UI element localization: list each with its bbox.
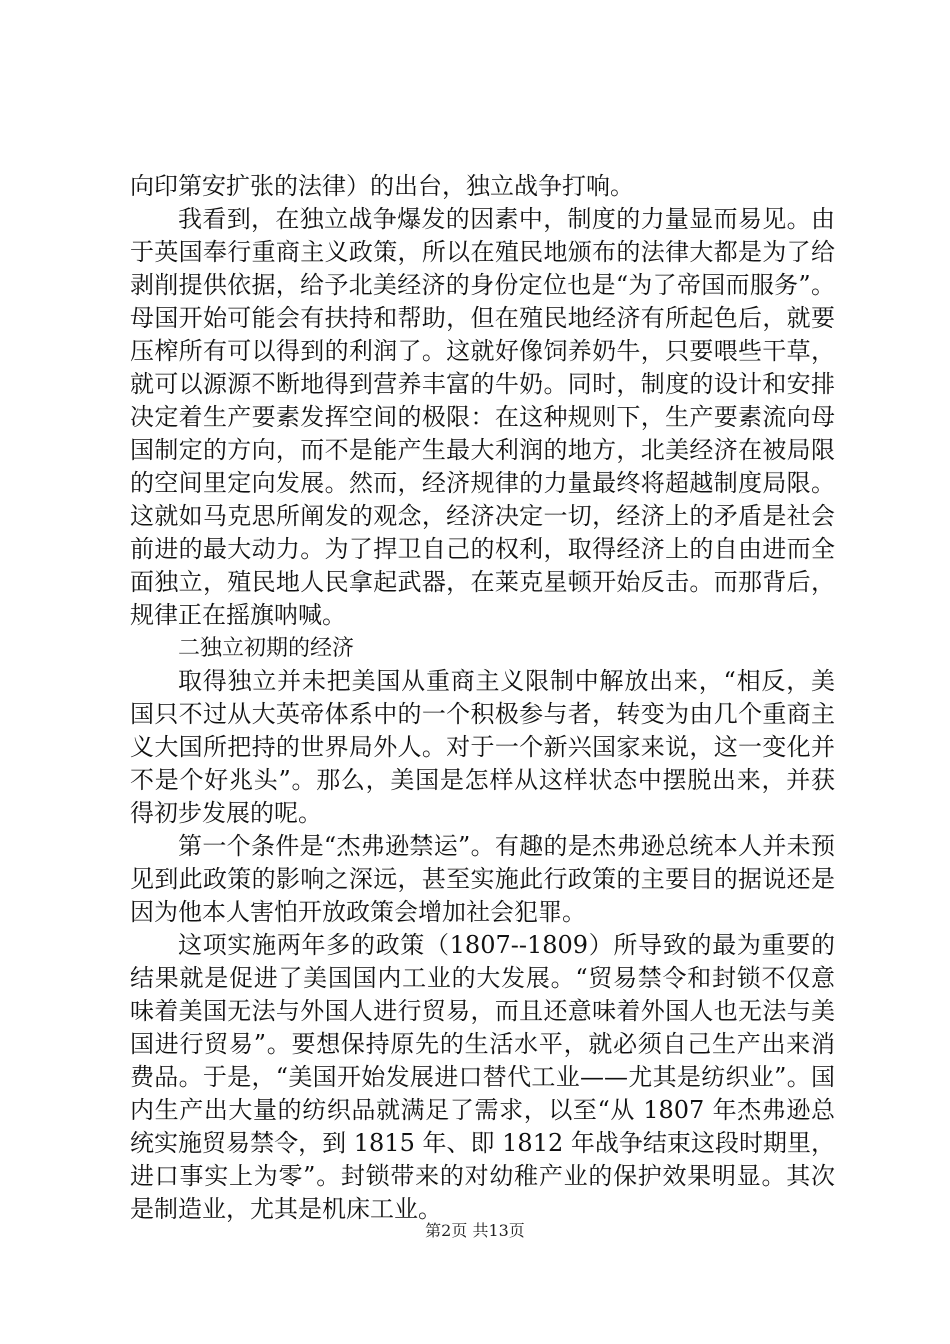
paragraph-jefferson-embargo: 第一个条件是“杰弗逊禁运”。有趣的是杰弗逊总统本人并未预见到此政策的影响之深远，甚至实施此行政策的主要目的据说还是因为他本人害怕开放政策会增加社会犯罪。 bbox=[130, 832, 835, 926]
paragraph-continuation: 向印第安扩张的法律）的出台，独立战争打响。 bbox=[130, 172, 634, 200]
page-number-footer: 第2页 共13页 bbox=[425, 1221, 525, 1240]
paragraph-institution-force: 我看到，在独立战争爆发的因素中，制度的力量显而易见。由于英国奉行重商主义政策，所以在殖民地颁布的法律大都是为了给剥削提供依据，给予北美经济的身份定位也是“为了帝国而服务”。母国开始可能会有扶持和帮助，但在殖民地经济有所起色后，就要压榨所有可以得到的利润了。这就好像饲养奶牛，只要喂些干草，就可以源源不断地得到营养丰富的牛奶。同时，制度的设计和安排决定着生产要素发挥空间的极限：在这种规则下，生产要素流向母国制定的方向，而不是能产生最大利润的地方，北美经济在被局限的空间里定向发展。然而，经济规律的力量最终将超越制度局限。这就如马克思所阐发的观念，经济决定一切，经济上的矛盾是社会前进的最大动力。为了捍卫自己的权利，取得经济上的自由进而全面独立，殖民地人民拿起武器，在莱克星顿开始反击。而那背后，规律正在摇旗呐喊。 bbox=[130, 205, 835, 629]
paragraph-independence-mercantilism: 取得独立并未把美国从重商主义限制中解放出来，“相反，美国只不过从大英帝体系中的一个积极参与者，转变为由几个重商主义大国所把持的世界局外人。对于一个新兴国家来说，这一变化并不是个好兆头”。那么，美国是怎样从这样状态中摆脱出来，并获得初步发展的呢。 bbox=[130, 667, 835, 827]
document-body bbox=[130, 170, 835, 1226]
section-heading: 二独立初期的经济 bbox=[178, 636, 355, 661]
paragraph-embargo-results: 这项实施两年多的政策（1807--1809）所导致的最为重要的结果就是促进了美国国内工业的大发展。“贸易禁令和封锁不仅意味着美国无法与外国人进行贸易，而且还意味着外国人也无法与美国进行贸易”。要想保持原先的生活水平，就必须自己生产出来消费品。于是，“美国开始发展进口替代工业——尤其是纺织业”。国内生产出大量的纺织品就满足了需求，以至“从 1807 年杰弗逊总统实施贸易禁令，到 1815 年、即 1812 年战争结束这段时期里，进口事实上为零”。封锁带来的对幼稚产业的保护效果明显。其次是制造业，尤其是机床工业。 bbox=[130, 931, 835, 1223]
